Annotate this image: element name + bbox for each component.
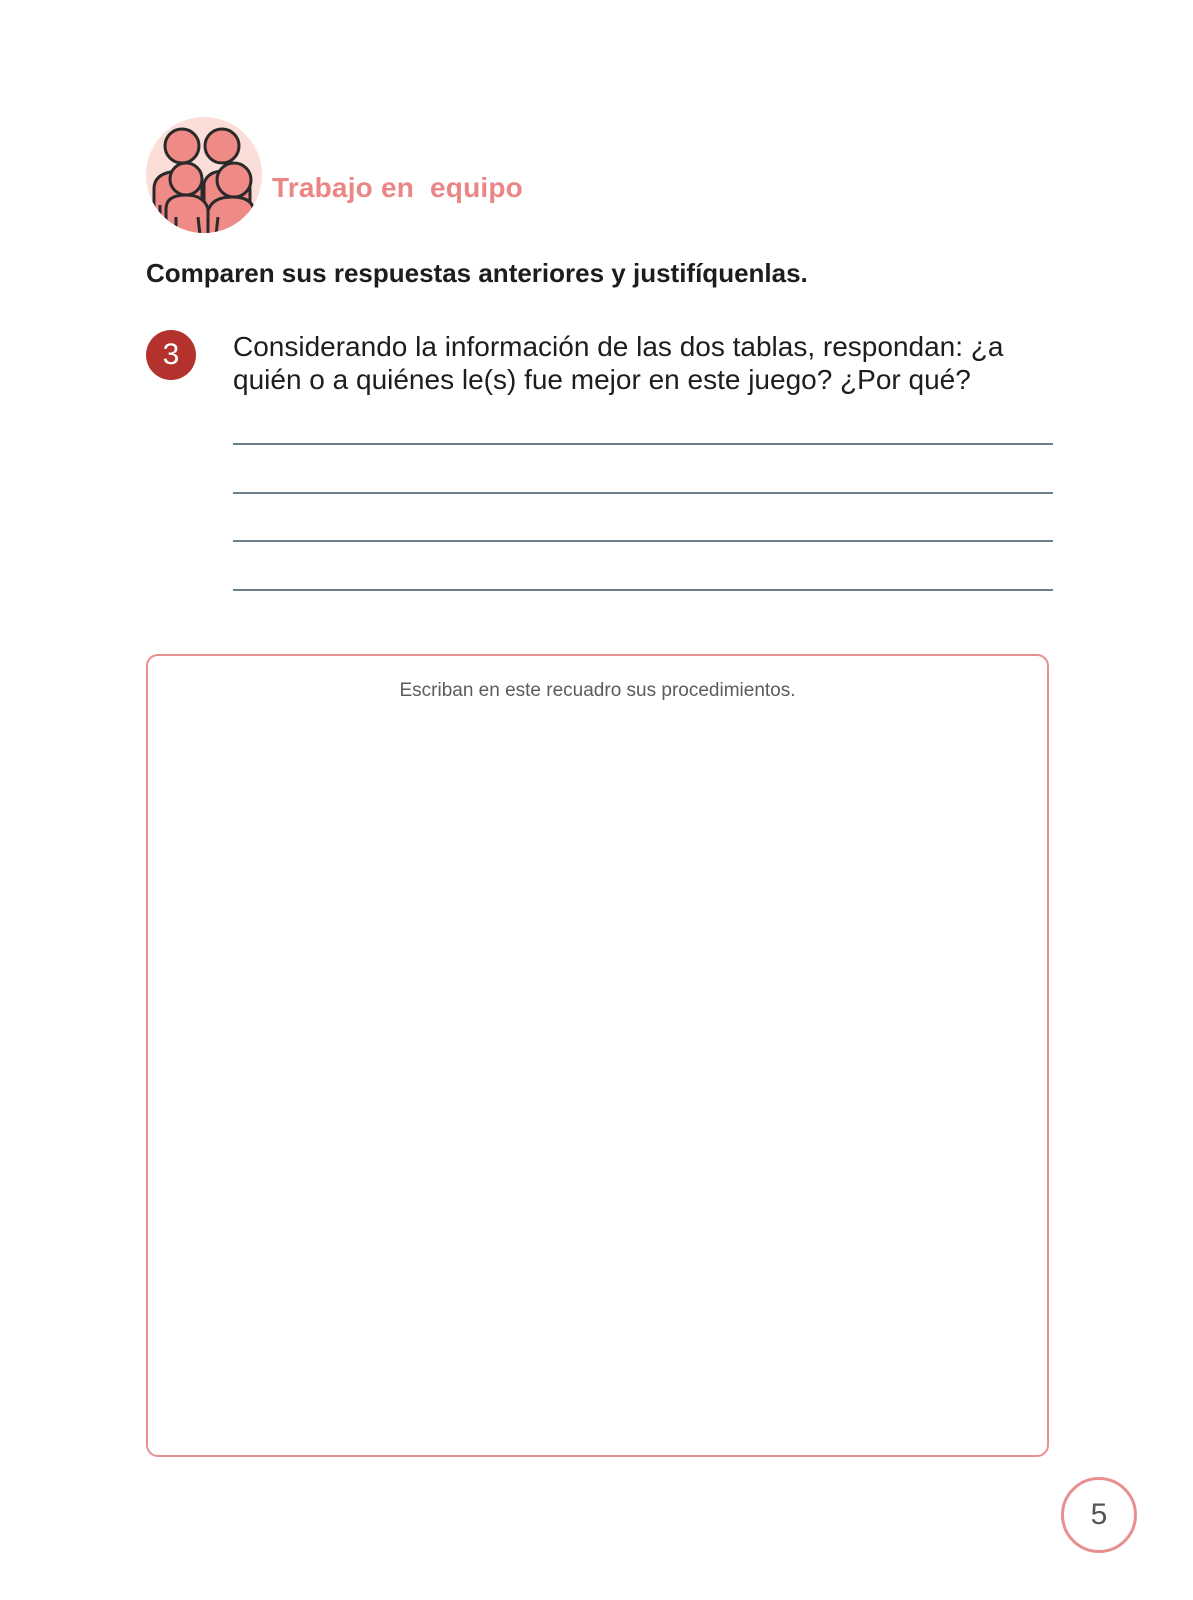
question-text: Considerando la información de las dos tablas, respondan: ¿a quién o a quiénes le(s) fue mejor en este juego? ¿Por qué? — [233, 331, 1004, 395]
team-work-icon — [146, 117, 262, 233]
question-number-badge: 3 — [146, 330, 196, 380]
page-number-badge — [1061, 1477, 1137, 1553]
procedure-box[interactable] — [146, 654, 1049, 1457]
page-number: 5 — [1090, 1498, 1108, 1531]
answer-line[interactable] — [233, 540, 1053, 542]
answer-line[interactable] — [233, 589, 1053, 591]
answer-line[interactable] — [233, 443, 1053, 445]
answer-line[interactable] — [233, 492, 1053, 494]
instruction-text: Comparen sus respuestas anteriores y justifíquenlas. — [146, 258, 808, 288]
section-title: Trabajo en equipo — [272, 172, 523, 203]
procedure-caption: Escriban en este recuadro sus procedimientos. — [399, 680, 796, 701]
